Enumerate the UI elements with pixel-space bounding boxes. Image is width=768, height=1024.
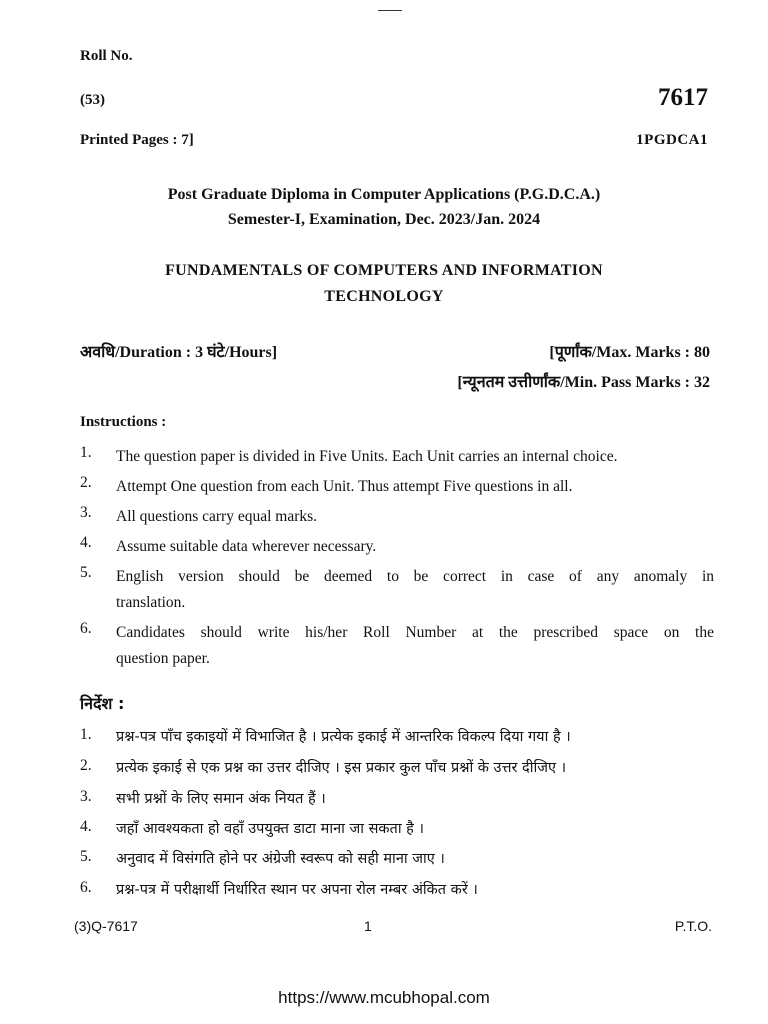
instruction-text: The question paper is divided in Five Units. Each Unit carries an internal choice. <box>116 448 618 465</box>
roll-no-label: Roll No. <box>80 48 133 64</box>
pto-label: P.T.O. <box>674 918 712 934</box>
instructions-heading: Instructions : <box>80 414 167 430</box>
instruction-number: 6. <box>80 620 92 637</box>
instruction-text-line1: Candidates should write his/her Roll Number at the prescribed space on the <box>116 624 714 641</box>
max-marks: [पूर्णांक/Max. Marks : 80 <box>549 344 710 361</box>
subject-title-line1: FUNDAMENTALS OF COMPUTERS AND INFORMATION <box>165 262 603 279</box>
instruction-number: 5. <box>80 564 92 581</box>
hindi-instruction-text: सभी प्रश्नों के लिए समान अंक नियत हैं । <box>116 791 326 807</box>
hindi-instruction-number: 6. <box>80 879 92 896</box>
hindi-instruction-text: जहाँ आवश्यकता हो वहाँ उपयुक्त डाटा माना जा सकता है । <box>116 821 424 837</box>
min-pass-marks: [न्यूनतम उत्तीर्णांक/Min. Pass Marks : 32 <box>457 374 710 391</box>
semester-line: Semester-I, Examination, Dec. 2023/Jan. 2024 <box>227 211 541 228</box>
hindi-instruction-number: 2. <box>80 757 92 774</box>
course-title: Post Graduate Diploma in Computer Applications (P.G.D.C.A.) <box>167 186 601 203</box>
subject-title-line2: TECHNOLOGY <box>324 288 444 305</box>
instruction-number: 3. <box>80 504 92 521</box>
page-number: 1 <box>364 918 372 934</box>
hindi-instruction-text: प्रश्न-पत्र में परीक्षार्थी निर्धारित स्थान पर अपना रोल नम्बर अंकित करें । <box>116 882 478 898</box>
hindi-instruction-number: 3. <box>80 788 92 805</box>
source-url: https://www.mcubhopal.com <box>278 988 490 1007</box>
hindi-instruction-text: प्रत्येक इकाई से एक प्रश्न का उत्तर दीजिए । इस प्रकार कुल पाँच प्रश्नों के उत्तर दीजिए । <box>116 760 567 776</box>
instruction-text-line2: translation. <box>116 594 186 611</box>
duration: अवधि/Duration : 3 घंटे/Hours] <box>80 344 278 361</box>
hindi-instruction-number: 4. <box>80 818 92 835</box>
hindi-instruction-number: 1. <box>80 726 92 743</box>
instruction-text-line2: question paper. <box>116 650 210 667</box>
footer-paper-ref: (3)Q-7617 <box>74 918 138 934</box>
paper-number: 7617 <box>658 84 708 111</box>
paper-code: 1PGDCA1 <box>636 132 708 148</box>
printed-pages: Printed Pages : 7] <box>80 132 194 148</box>
instruction-text: Assume suitable data wherever necessary. <box>116 538 377 555</box>
hindi-instruction-text: अनुवाद में विसंगति होने पर अंग्रेजी स्वरूप को सही माना जाए । <box>116 851 445 867</box>
hindi-instruction-text: प्रश्न-पत्र पाँच इकाइयों में विभाजित है । प्रत्येक इकाई में आन्तरिक विकल्प दिया गया है । <box>116 729 571 745</box>
instruction-text: All questions carry equal marks. <box>116 508 318 525</box>
instruction-text: Attempt One question from each Unit. Thus attempt Five questions in all. <box>116 478 573 495</box>
instruction-number: 1. <box>80 444 92 461</box>
hindi-instruction-number: 5. <box>80 848 92 865</box>
hindi-instructions-heading: निर्देश : <box>80 694 125 713</box>
top-dash <box>378 10 402 11</box>
series-code: (53) <box>80 92 105 108</box>
instruction-text-line1: English version should be deemed to be correct in case of any anomaly in <box>116 568 714 585</box>
instruction-number: 4. <box>80 534 92 551</box>
instruction-number: 2. <box>80 474 92 491</box>
